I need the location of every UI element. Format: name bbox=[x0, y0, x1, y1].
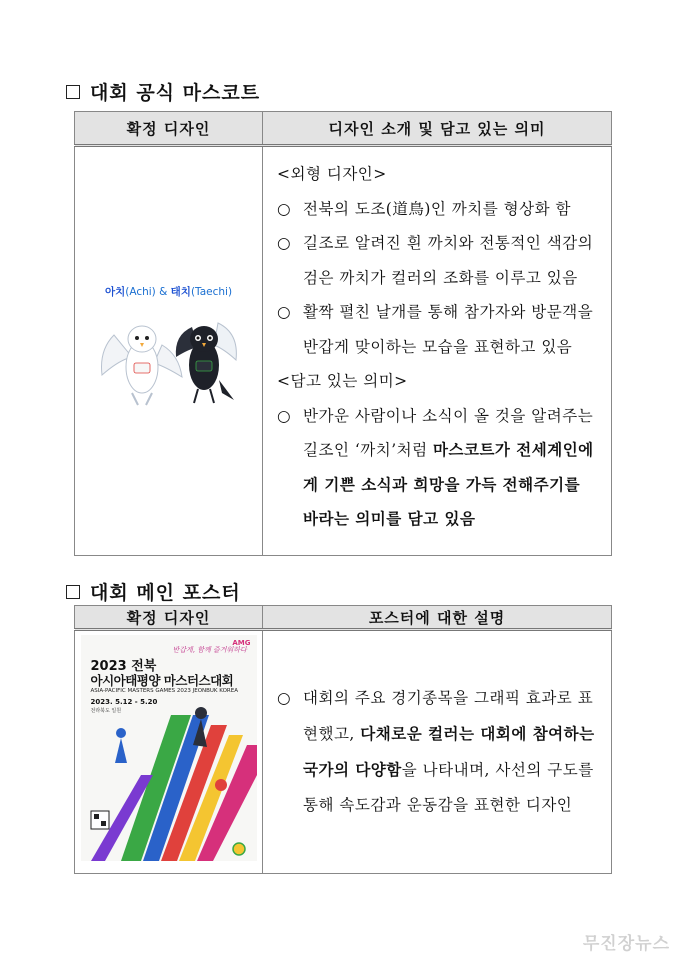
mascot-caption-achi-en: (Achi) bbox=[125, 285, 156, 298]
mascot-col-desc-header: 디자인 소개 및 담고 있는 의미 bbox=[263, 112, 612, 146]
meaning-item-bold-text: 마스코트가 전세계인에게 기쁜 소식과 희망을 가득 전해주기를 바라는 의미를 담고 있음 bbox=[303, 440, 594, 528]
mascot-illustration bbox=[94, 305, 244, 415]
shape-item bbox=[277, 226, 597, 295]
meaning-item bbox=[277, 399, 597, 537]
poster-desc-text-pre: 대회의 주요 경기종목을 그래픽 효과로 표현했고, bbox=[303, 689, 594, 743]
meaning-item-text: 반가운 사람이나 소식이 올 것을 알려주는 길조인 ‘까치’처럼 bbox=[303, 406, 594, 459]
mascot-caption-taechi-en: (Taechi) bbox=[190, 285, 233, 298]
poster-location: 전라북도 일원 bbox=[90, 708, 122, 714]
poster-desc-text-bold: 다채로운 컬러는 대회에 참여하는 국가의 다양함 bbox=[303, 724, 595, 779]
ball-icon bbox=[233, 843, 245, 855]
poster-slogan: 반갑게, 함께 즐거워하다 bbox=[172, 646, 247, 654]
section-title-poster bbox=[66, 578, 241, 605]
mascot-caption-amp: & bbox=[155, 285, 171, 298]
poster-description-cell bbox=[263, 630, 612, 874]
mascot-caption bbox=[75, 284, 262, 299]
athlete-silhouette-icon bbox=[215, 779, 227, 791]
circle-bullet-icon: ○ bbox=[277, 303, 292, 321]
mascot-caption-achi: 아치 bbox=[104, 285, 126, 298]
section-title-poster-text: 대회 메인 포스터 bbox=[90, 582, 241, 604]
meaning-heading: <담고 있는 의미> bbox=[277, 372, 408, 390]
poster-col-desc-header: 포스터에 대한 설명 bbox=[263, 606, 612, 630]
circle-bullet-icon: ○ bbox=[277, 406, 292, 425]
circle-bullet-icon: ○ bbox=[277, 689, 292, 707]
circle-bullet-icon: ○ bbox=[277, 199, 292, 218]
poster-date: 2023. 5.12 - 5.20 bbox=[90, 698, 158, 706]
black-magpie-icon bbox=[175, 323, 236, 403]
main-poster bbox=[81, 635, 257, 861]
shape-item bbox=[277, 295, 597, 364]
shape-item-text: 길조로 알려진 흰 까치와 전통적인 색감의 검은 까치가 컬러의 조화를 이루고 있음 bbox=[303, 234, 594, 287]
checkbox-square-icon bbox=[66, 85, 80, 99]
section-title-mascot-text: 대회 공식 마스코트 bbox=[90, 82, 261, 104]
mascot-caption-taechi: 태치 bbox=[170, 285, 191, 298]
mascot-col-design-header: 확정 디자인 bbox=[75, 112, 263, 146]
poster-graphic bbox=[81, 635, 257, 861]
poster-desc-item bbox=[277, 681, 597, 823]
poster-logo: AMG bbox=[232, 639, 251, 647]
shape-item-text: 전북의 도조(道鳥)인 까치를 형상화 함 bbox=[303, 199, 571, 218]
poster-english-name: ASIA-PACIFIC MASTERS GAMES 2023 JEONBUK KOREA bbox=[90, 688, 238, 694]
section-title-mascot bbox=[66, 78, 260, 105]
athlete-silhouette-icon bbox=[195, 707, 207, 719]
poster-desc-text-post: 을 나타내며, 사선의 구도를 통해 속도감과 운동감을 표현한 디자인 bbox=[303, 761, 594, 814]
qr-code-icon bbox=[91, 811, 109, 829]
watermark: 무진장뉴스 bbox=[582, 934, 670, 954]
mascot-image-cell bbox=[75, 146, 263, 556]
shape-heading: <외형 디자인> bbox=[277, 165, 387, 183]
poster-event-name: 아시아태평양 마스터스대회 bbox=[90, 673, 234, 688]
poster-year: 2023 전북 bbox=[90, 659, 157, 674]
circle-bullet-icon: ○ bbox=[277, 234, 292, 252]
checkbox-square-icon bbox=[66, 585, 80, 599]
poster-table bbox=[74, 605, 612, 874]
poster-image-cell bbox=[75, 630, 263, 874]
shape-item-text: 활짝 펼친 날개를 통해 참가자와 방문객을 반갑게 맞이하는 모습을 표현하고 있음 bbox=[303, 303, 594, 356]
mascot-description-cell bbox=[263, 146, 612, 556]
athlete-silhouette-icon bbox=[116, 728, 126, 738]
poster-col-design-header: 확정 디자인 bbox=[75, 606, 263, 630]
mascot-table bbox=[74, 111, 612, 556]
shape-item bbox=[277, 192, 597, 227]
white-magpie-icon bbox=[101, 326, 182, 405]
